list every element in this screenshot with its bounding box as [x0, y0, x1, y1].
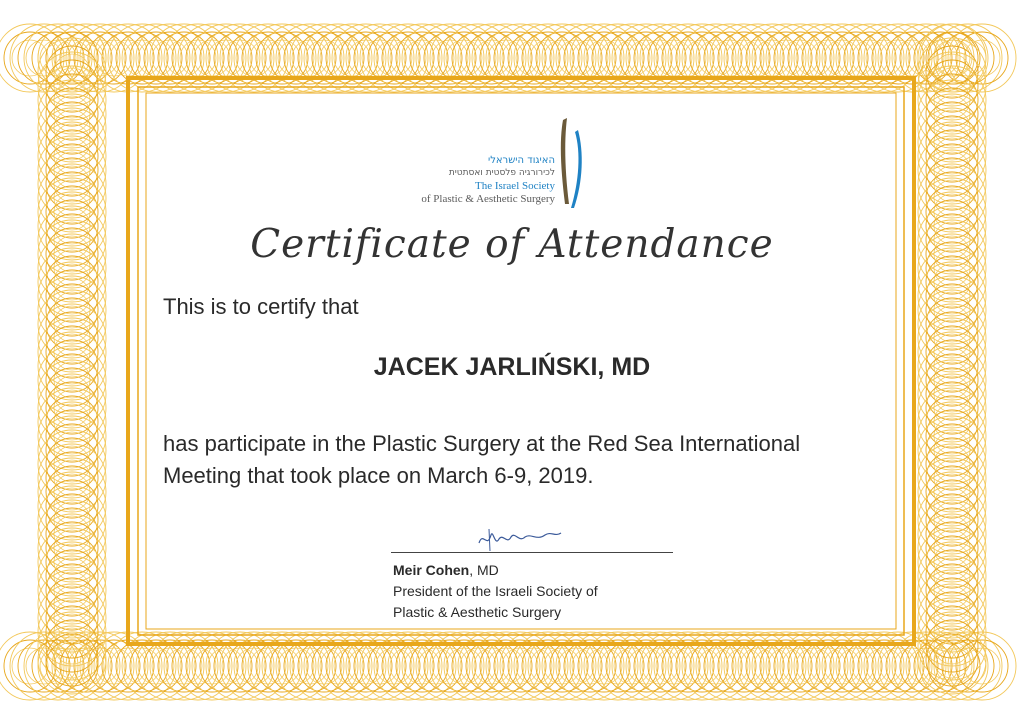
signer-suffix: , MD	[469, 562, 499, 578]
logo-text	[421, 154, 555, 206]
signer-title-line2: Plastic & Aesthetic Surgery	[393, 604, 562, 620]
signature-line	[391, 552, 673, 553]
certify-intro: This is to certify that	[163, 294, 359, 319]
signer-block	[393, 560, 598, 623]
signer-name-line	[393, 560, 598, 581]
recipient-name: JACEK JARLIŃSKI, MD	[373, 353, 651, 381]
signer-name: Meir Cohen	[393, 562, 470, 578]
logo-english-line2: of Plastic & Aesthetic Surgery	[421, 193, 555, 205]
society-logo	[405, 112, 605, 212]
certificate-title: Certificate of Attendance	[250, 222, 774, 267]
brush-stroke-logo-icon	[557, 112, 585, 212]
logo-hebrew-line2: לכירורגיה פלסטית ואסתטית	[448, 168, 555, 178]
signer-title-line1: President of the Israeli Society of	[393, 583, 598, 599]
handwritten-signature	[475, 525, 565, 553]
certificate-description: has participate in the Plastic Surgery at the Red Sea International Meeting that took place on March 6-9, 2019.	[163, 431, 801, 488]
logo-hebrew-line1: האיגוד הישראלי	[487, 155, 555, 166]
logo-english-line1: The Israel Society	[474, 180, 555, 192]
